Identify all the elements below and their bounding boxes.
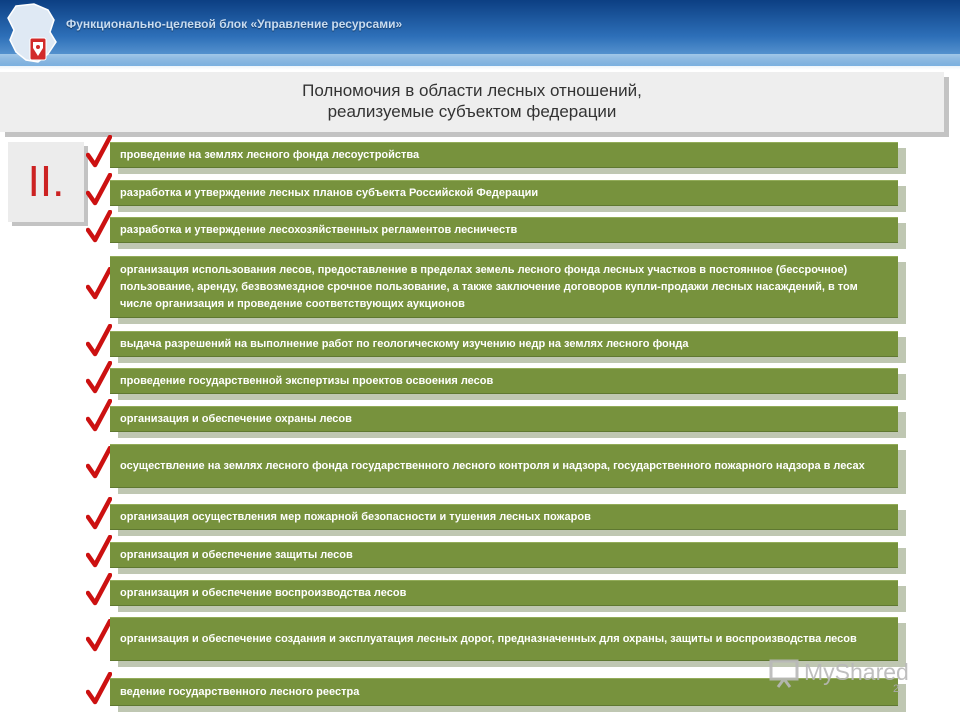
checkmark-icon	[86, 361, 112, 397]
slide-title-line-2: реализуемые субъектом федерации	[327, 102, 617, 121]
list-item	[86, 542, 898, 568]
checkmark-icon	[86, 267, 112, 303]
list-item-label: проведение на землях лесного фонда лесоустройства	[110, 142, 898, 168]
list-item	[86, 180, 898, 206]
list-item-label: осуществление на землях лесного фонда государственного лесного контроля и надзора, государственного пожарного надзора в лесах	[110, 444, 898, 488]
list-item-label: выдача разрешений на выполнение работ по геологическому изучению недр на землях лесного фонда	[110, 331, 898, 357]
list-item	[86, 331, 898, 357]
checkmark-icon	[86, 672, 112, 708]
list-item-label: организация осуществления мер пожарной безопасности и тушения лесных пожаров	[110, 504, 898, 530]
list-item	[86, 444, 898, 488]
checkmark-icon	[86, 324, 112, 360]
list-item-label: разработка и утверждение лесных планов субъекта Российской Федерации	[110, 180, 898, 206]
checkmark-icon	[86, 573, 112, 609]
checkmark-icon	[86, 210, 112, 246]
list-item-label: организация и обеспечение защиты лесов	[110, 542, 898, 568]
list-item-label: организация и обеспечение создания и эксплуатация лесных дорог, предназначенных для охраны, защиты и воспроизводства лесов	[110, 617, 898, 661]
checkmark-icon	[86, 619, 112, 655]
section-number: II.	[8, 142, 84, 222]
list-item	[86, 617, 898, 661]
page-number: 2	[893, 683, 900, 695]
slide-title-line-1: Полномочия в области лесных отношений,	[302, 81, 642, 100]
checkmark-icon	[86, 446, 112, 482]
list-item	[86, 217, 898, 243]
checkmark-icon	[86, 497, 112, 533]
list-item	[86, 142, 898, 168]
watermark	[768, 656, 928, 690]
list-item-label: организация и обеспечение охраны лесов	[110, 406, 898, 432]
checkmark-icon	[86, 399, 112, 435]
watermark-text: MyShared	[804, 659, 909, 685]
list-item-label: ведение государственного лесного реестра	[110, 678, 898, 706]
list-item-label: организация и обеспечение воспроизводства лесов	[110, 580, 898, 606]
header-title: Функционально-целевой блок «Управление ресурсами»	[66, 17, 403, 31]
checkmark-icon	[86, 135, 112, 171]
list-item	[86, 368, 898, 394]
presentation-board-icon	[768, 658, 800, 688]
list-item	[86, 256, 898, 318]
list-item-label: организация использования лесов, предоставление в пределах земель лесного фонда лесных участков в постоянное (бессрочное) пользование, аренду, безвозмездное срочное пользование, а также заключение договоров купли-продажи лесных насаждений, в том числе организация и проведение соответствующих аукционов	[110, 256, 898, 318]
list-item	[86, 580, 898, 606]
list-item-label: разработка и утверждение лесохозяйственных регламентов лесничеств	[110, 217, 898, 243]
checkmark-icon	[86, 173, 112, 209]
list-item-label: проведение государственной экспертизы проектов освоения лесов	[110, 368, 898, 394]
list-item	[86, 406, 898, 432]
list-item	[86, 504, 898, 530]
checkmark-icon	[86, 535, 112, 571]
